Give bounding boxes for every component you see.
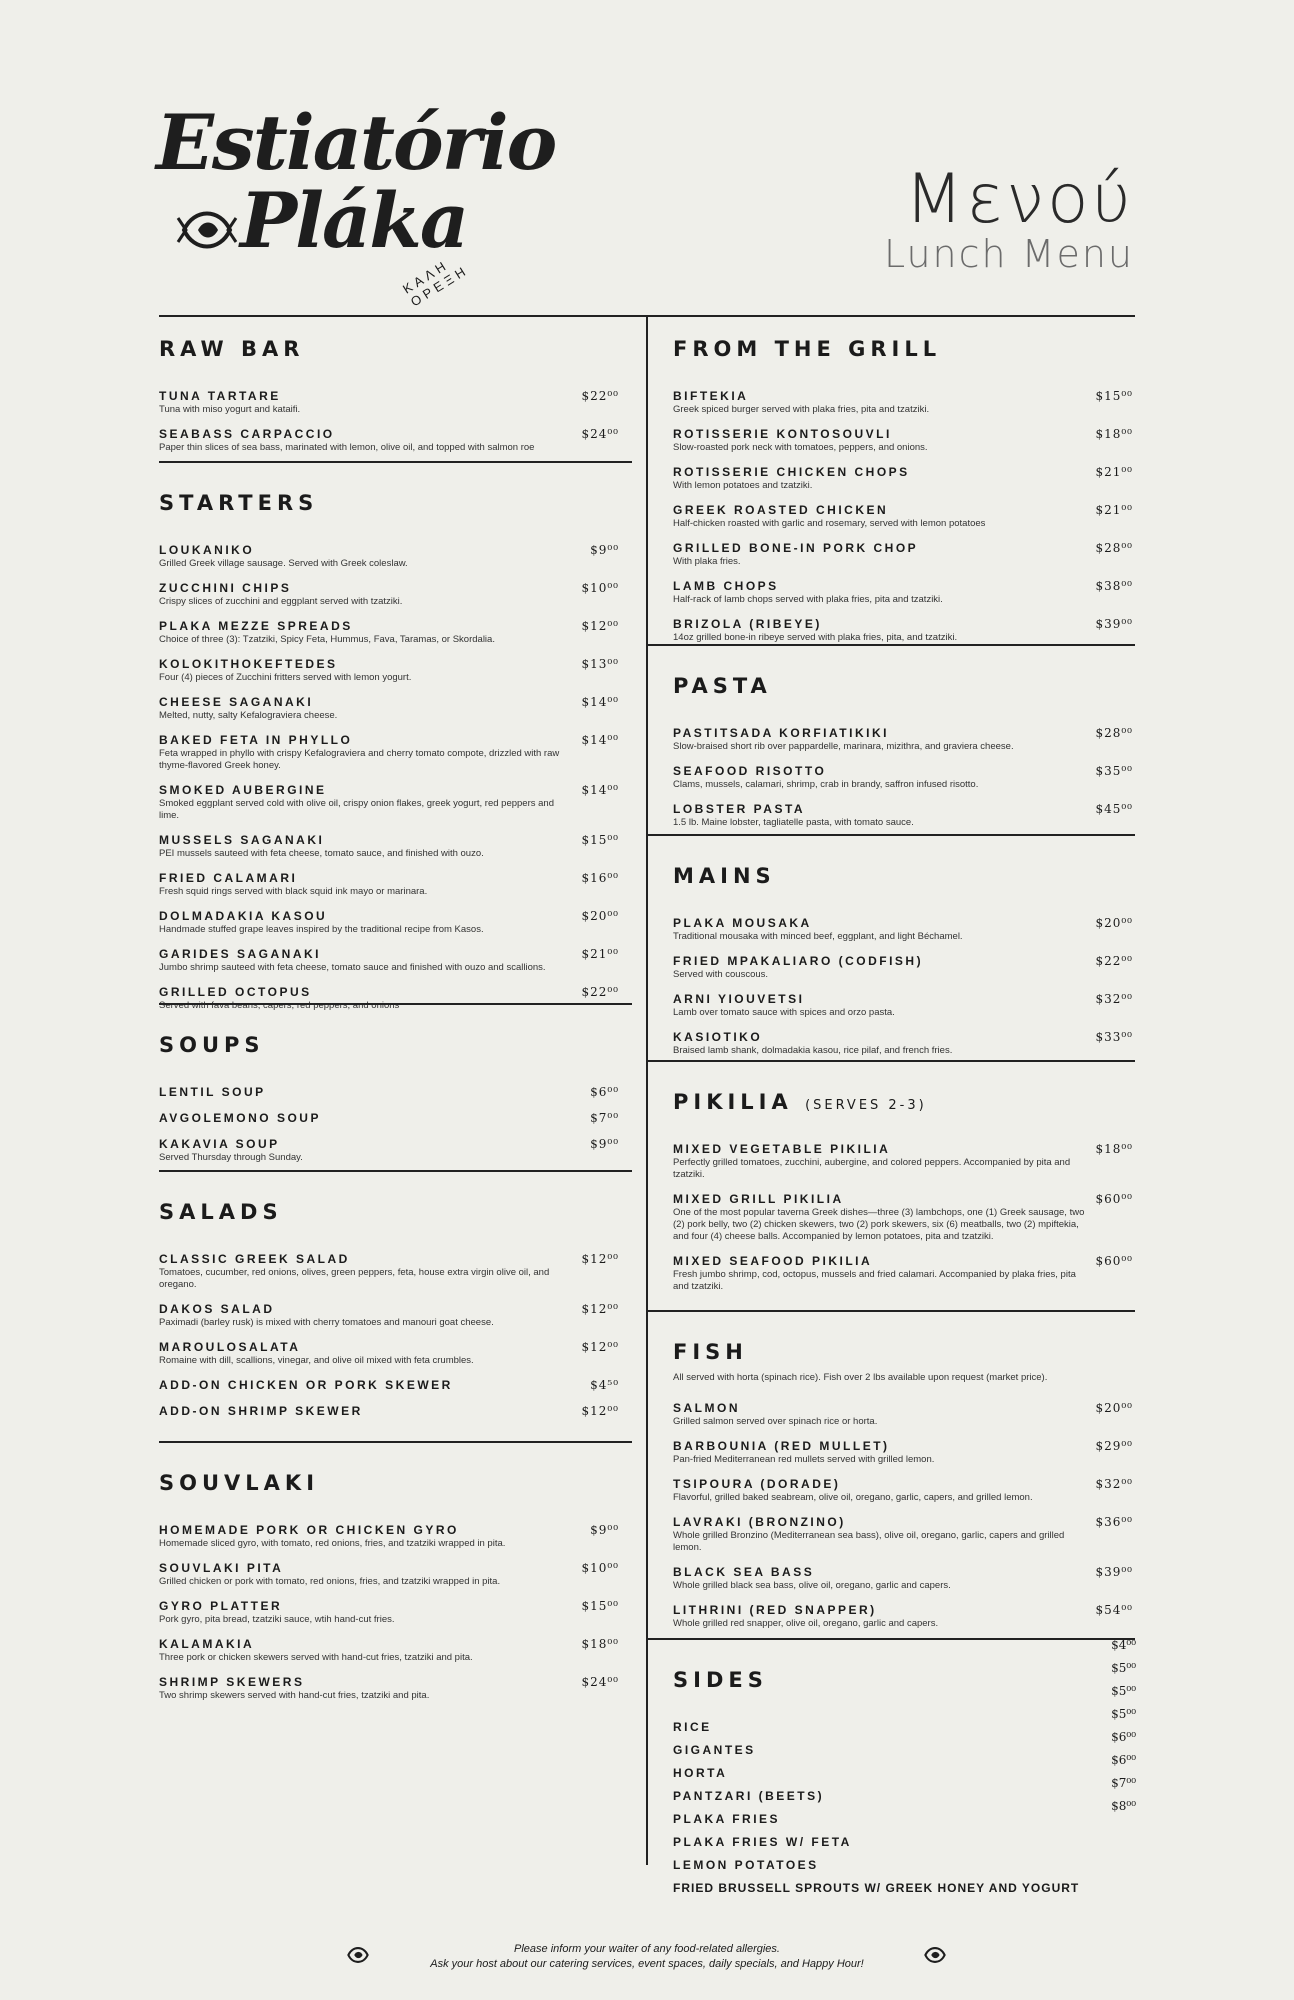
menu-item-price: $54⁰⁰ bbox=[1095, 1603, 1133, 1617]
menu-item-price: $4⁵⁰ bbox=[590, 1378, 619, 1392]
menu-item-name: PASTITSADA KORFIATIKIKI bbox=[673, 726, 889, 740]
menu-item-price: $14⁰⁰ bbox=[581, 695, 619, 709]
menu-item-name: KASIOTIKO bbox=[673, 1030, 763, 1044]
section-salads bbox=[159, 1200, 619, 1430]
menu-item-price: $28⁰⁰ bbox=[1095, 726, 1133, 740]
menu-item bbox=[673, 1812, 1133, 1827]
menu-item-name: ROTISSERIE CHICKEN CHOPS bbox=[673, 465, 910, 479]
section-title: MAINS bbox=[673, 864, 776, 888]
menu-item-name: GARIDES SAGANAKI bbox=[159, 947, 322, 961]
menu-item-description: Two shrimp skewers served with hand-cut fries, tzatziki and pita. bbox=[159, 1690, 430, 1701]
menu-item-price: $39⁰⁰ bbox=[1095, 617, 1133, 631]
menu-item-description: Grilled chicken or pork with tomato, red onions, fries, and tzatziki wrapped in pita. bbox=[159, 1576, 501, 1587]
section-title: FISH bbox=[673, 1340, 748, 1364]
section-starters bbox=[159, 491, 619, 1023]
menu-item-description: Paximadi (barley rusk) is mixed with cherry tomatoes and manouri goat cheese. bbox=[159, 1317, 494, 1328]
menu-item-description: Fresh jumbo shrimp, cod, octopus, mussels and fried calamari. Accompanied by plaka fries, pita and tzatziki. bbox=[673, 1269, 1076, 1292]
menu-item-name: MIXED SEAFOOD PIKILIA bbox=[673, 1254, 873, 1268]
menu-item bbox=[673, 1858, 1133, 1873]
menu-item-price: $22⁰⁰ bbox=[581, 985, 619, 999]
menu-item-price: $18⁰⁰ bbox=[1095, 427, 1133, 441]
menu-item-description: Traditional mousaka with minced beef, eggplant, and light Béchamel. bbox=[673, 931, 963, 942]
menu-item-description: Perfectly grilled tomatoes, zucchini, aubergine, and colored peppers. Accompanied by pita and tzatziki. bbox=[673, 1157, 1071, 1180]
menu-item-description: Served with fava beans, capers, red peppers, and onions bbox=[159, 1000, 400, 1011]
section-title: FROM THE GRILL bbox=[673, 337, 942, 361]
menu-item-price: $6⁰⁰ bbox=[1111, 1753, 1136, 1767]
menu-item bbox=[159, 1111, 619, 1126]
menu-item-price: $21⁰⁰ bbox=[1095, 465, 1133, 479]
menu-item-description: Feta wrapped in phyllo with crispy Kefalograviera and cherry tomato compote, drizzled with raw thyme-flavored Greek honey. bbox=[159, 748, 560, 771]
menu-item bbox=[159, 985, 619, 1012]
menu-item-description: Three pork or chicken skewers served with hand-cut fries, tzatziki and pita. bbox=[159, 1652, 473, 1663]
menu-item-price: $35⁰⁰ bbox=[1095, 764, 1133, 778]
section-title: STARTERS bbox=[159, 491, 319, 515]
menu-item-price: $24⁰⁰ bbox=[581, 1675, 619, 1689]
menu-item bbox=[159, 871, 619, 898]
menu-item-name: BLACK SEA BASS bbox=[673, 1565, 815, 1579]
menu-item-price: $14⁰⁰ bbox=[581, 783, 619, 797]
menu-item-name: LENTIL SOUP bbox=[159, 1085, 266, 1099]
menu-item-description: With lemon potatoes and tzatziki. bbox=[673, 480, 813, 491]
menu-item-price: $36⁰⁰ bbox=[1095, 1515, 1133, 1529]
fish-emblem-icon bbox=[922, 1942, 948, 1968]
menu-item bbox=[159, 733, 619, 772]
menu-item-description: 14oz grilled bone-in ribeye served with plaka fries, pita, and tzatziki. bbox=[673, 632, 958, 643]
menu-item-description: Half-chicken roasted with garlic and rosemary, served with lemon potatoes bbox=[673, 518, 986, 529]
section-intro: All served with horta (spinach rice). Fish over 2 lbs available upon request (market price). bbox=[673, 1372, 1048, 1383]
menu-item-name: DAKOS SALAD bbox=[159, 1302, 275, 1316]
menu-item-price: $10⁰⁰ bbox=[581, 581, 619, 595]
menu-item bbox=[159, 619, 619, 646]
menu-item bbox=[159, 1675, 619, 1702]
menu-item-name: BRIZOLA (RIBEYE) bbox=[673, 617, 822, 631]
menu-item-price: $15⁰⁰ bbox=[581, 1599, 619, 1613]
menu-item bbox=[159, 1561, 619, 1588]
menu-item-name: SEABASS CARPACCIO bbox=[159, 427, 335, 441]
menu-item bbox=[673, 1565, 1133, 1592]
menu-item-name: CHEESE SAGANAKI bbox=[159, 695, 314, 709]
menu-item-description: Braised lamb shank, dolmadakia kasou, rice pilaf, and french fries. bbox=[673, 1045, 953, 1056]
menu-item bbox=[159, 657, 619, 684]
menu-item bbox=[159, 1523, 619, 1550]
menu-item bbox=[673, 541, 1133, 568]
menu-item-name: FRIED CALAMARI bbox=[159, 871, 298, 885]
menu-item-price: $5⁰⁰ bbox=[1111, 1661, 1136, 1675]
menu-item-description: Crispy slices of zucchini and eggplant served with tzatziki. bbox=[159, 596, 403, 607]
footer-host-note: Ask your host about our catering services, event spaces, daily specials, and Happy Hour! bbox=[430, 1958, 864, 1970]
menu-item-name: SEAFOOD RISOTTO bbox=[673, 764, 827, 778]
menu-item bbox=[673, 764, 1133, 791]
menu-item-price: $33⁰⁰ bbox=[1095, 1030, 1133, 1044]
menu-item bbox=[673, 802, 1133, 829]
menu-item bbox=[673, 1881, 1133, 1896]
menu-item-name: LITHRINI (RED SNAPPER) bbox=[673, 1603, 877, 1617]
menu-item-description: With plaka fries. bbox=[673, 556, 741, 567]
menu-item bbox=[159, 1137, 619, 1164]
menu-item-name: GREEK ROASTED CHICKEN bbox=[673, 503, 889, 517]
sides-price-list bbox=[1106, 1638, 1136, 1822]
logo-line-2: Pláka bbox=[240, 176, 468, 265]
menu-title-greek: Μενού bbox=[904, 160, 1134, 239]
menu-item-price: $5⁰⁰ bbox=[1111, 1707, 1136, 1721]
menu-item-price: $32⁰⁰ bbox=[1095, 992, 1133, 1006]
menu-item-name: CLASSIC GREEK SALAD bbox=[159, 1252, 350, 1266]
logo-tagline: ΚΑΛΗ ΟΡΕΞΗ bbox=[400, 256, 472, 310]
menu-item bbox=[673, 954, 1133, 981]
menu-item-name: HORTA bbox=[673, 1766, 728, 1780]
menu-item-description: Pan-fried Mediterranean red mullets served with grilled lemon. bbox=[673, 1454, 935, 1465]
menu-item-name: HOMEMADE PORK OR CHICKEN GYRO bbox=[159, 1523, 459, 1537]
section-soups bbox=[159, 1033, 619, 1175]
menu-item-price: $5⁰⁰ bbox=[1111, 1684, 1136, 1698]
menu-item-name: BAKED FETA IN PHYLLO bbox=[159, 733, 353, 747]
menu-item-price: $20⁰⁰ bbox=[581, 909, 619, 923]
menu-item bbox=[159, 1404, 619, 1419]
menu-item-description: Tomatoes, cucumber, red onions, olives, green peppers, feta, house extra virgin olive oil, and oregano. bbox=[159, 1267, 550, 1290]
menu-item-price: $4⁰⁰ bbox=[1111, 1638, 1136, 1652]
section-title: SOUPS bbox=[159, 1033, 265, 1057]
menu-item bbox=[673, 465, 1133, 492]
menu-item-price: $39⁰⁰ bbox=[1095, 1565, 1133, 1579]
menu-item-name: TSIPOURA (DORADE) bbox=[673, 1477, 841, 1491]
menu-item-price: $21⁰⁰ bbox=[581, 947, 619, 961]
menu-item-description: Whole grilled red snapper, olive oil, oregano, garlic and capers. bbox=[673, 1618, 939, 1629]
menu-item bbox=[159, 1340, 619, 1367]
menu-item bbox=[673, 1720, 1133, 1735]
menu-item-description: Lamb over tomato sauce with spices and orzo pasta. bbox=[673, 1007, 895, 1018]
section-title: PASTA bbox=[673, 674, 772, 698]
menu-item-name: LOBSTER PASTA bbox=[673, 802, 806, 816]
menu-item bbox=[673, 1192, 1133, 1243]
footer-allergy-note: Please inform your waiter of any food-related allergies. bbox=[514, 1943, 780, 1955]
menu-item-name: SOUVLAKI PITA bbox=[159, 1561, 284, 1575]
menu-item-name: MIXED GRILL PIKILIA bbox=[673, 1192, 844, 1206]
menu-item-price: $8⁰⁰ bbox=[1111, 1799, 1136, 1813]
menu-item-name: TUNA TARTARE bbox=[159, 389, 281, 403]
menu-item bbox=[159, 1637, 619, 1664]
menu-item-name: DOLMADAKIA KASOU bbox=[159, 909, 328, 923]
menu-item-name: GYRO PLATTER bbox=[159, 1599, 283, 1613]
menu-item-price: $16⁰⁰ bbox=[581, 871, 619, 885]
menu-item-name: ROTISSERIE KONTOSOUVLI bbox=[673, 427, 892, 441]
menu-item bbox=[159, 427, 619, 454]
menu-subtitle: Lunch Menu bbox=[883, 232, 1134, 276]
menu-item-description: Four (4) pieces of Zucchini fritters served with lemon yogurt. bbox=[159, 672, 412, 683]
menu-item-description: Slow-roasted pork neck with tomatoes, peppers, and onions. bbox=[673, 442, 928, 453]
menu-item bbox=[159, 581, 619, 608]
menu-item-name: PLAKA MEZZE SPREADS bbox=[159, 619, 353, 633]
menu-item-description: Served Thursday through Sunday. bbox=[159, 1152, 303, 1163]
menu-item-price: $15⁰⁰ bbox=[581, 833, 619, 847]
menu-item bbox=[673, 1835, 1133, 1850]
menu-item bbox=[673, 1439, 1133, 1466]
menu-item-name: KAKAVIA SOUP bbox=[159, 1137, 280, 1151]
menu-item-price: $12⁰⁰ bbox=[581, 1252, 619, 1266]
menu-item bbox=[673, 503, 1133, 530]
menu-item bbox=[673, 1515, 1133, 1554]
footer bbox=[0, 1942, 1294, 1972]
menu-item-name: PANTZARI (BEETS) bbox=[673, 1789, 825, 1803]
menu-item-description: Jumbo shrimp sauteed with feta cheese, tomato sauce and finished with ouzo and scallions. bbox=[159, 962, 546, 973]
menu-item-description: PEI mussels sauteed with feta cheese, tomato sauce, and finished with ouzo. bbox=[159, 848, 484, 859]
menu-item-description: Grilled Greek village sausage. Served with Greek coleslaw. bbox=[159, 558, 408, 569]
menu-item-price: $14⁰⁰ bbox=[581, 733, 619, 747]
menu-item-price: $28⁰⁰ bbox=[1095, 541, 1133, 555]
menu-item-description: Grilled salmon served over spinach rice or horta. bbox=[673, 1416, 878, 1427]
menu-item-price: $20⁰⁰ bbox=[1095, 916, 1133, 930]
section-title: SALADS bbox=[159, 1200, 283, 1224]
menu-item-description: Flavorful, grilled baked seabream, olive oil, oregano, garlic, capers, and grilled lemon. bbox=[673, 1492, 1033, 1503]
menu-item-price: $6⁰⁰ bbox=[590, 1085, 619, 1099]
menu-item-name: PLAKA FRIES W/ FETA bbox=[673, 1835, 852, 1849]
logo-line-1: Estiatório bbox=[156, 98, 556, 187]
menu-item bbox=[673, 992, 1133, 1019]
menu-item bbox=[673, 1142, 1133, 1181]
menu-item-name: MIXED VEGETABLE PIKILIA bbox=[673, 1142, 891, 1156]
section-raw-bar bbox=[159, 337, 619, 465]
menu-item-description: Handmade stuffed grape leaves inspired by the traditional recipe from Kasos. bbox=[159, 924, 484, 935]
menu-item-name: PLAKA FRIES bbox=[673, 1812, 781, 1826]
menu-item bbox=[673, 1766, 1133, 1781]
menu-item bbox=[673, 916, 1133, 943]
menu-item-price: $9⁰⁰ bbox=[590, 1137, 619, 1151]
menu-item-price: $24⁰⁰ bbox=[581, 427, 619, 441]
menu-item bbox=[159, 909, 619, 936]
menu-item-name: KALAMAKIA bbox=[159, 1637, 255, 1651]
menu-item-price: $9⁰⁰ bbox=[590, 543, 619, 557]
menu-item-price: $6⁰⁰ bbox=[1111, 1730, 1136, 1744]
fish-emblem-icon bbox=[345, 1942, 371, 1968]
menu-item-price: $12⁰⁰ bbox=[581, 1404, 619, 1418]
menu-item-description: Whole grilled black sea bass, olive oil, oregano, garlic and capers. bbox=[673, 1580, 951, 1591]
section-title: SIDES bbox=[673, 1668, 768, 1692]
column-divider bbox=[646, 315, 648, 1865]
menu-item-price: $32⁰⁰ bbox=[1095, 1477, 1133, 1491]
menu-item-price: $10⁰⁰ bbox=[581, 1561, 619, 1575]
menu-item bbox=[159, 783, 619, 822]
menu-item bbox=[159, 543, 619, 570]
menu-item bbox=[159, 1378, 619, 1393]
section-title: SOUVLAKI bbox=[159, 1471, 320, 1495]
menu-item-name: SALMON bbox=[673, 1401, 740, 1415]
menu-item-price: $12⁰⁰ bbox=[581, 1302, 619, 1316]
menu-item bbox=[159, 1599, 619, 1626]
section-mains bbox=[673, 864, 1133, 1068]
menu-item-price: $38⁰⁰ bbox=[1095, 579, 1133, 593]
section-title: RAW BAR bbox=[159, 337, 305, 361]
menu-item-name: GRILLED OCTOPUS bbox=[159, 985, 312, 999]
section-title bbox=[673, 1090, 1133, 1114]
fish-emblem-icon bbox=[176, 200, 238, 260]
menu-item-description: Smoked eggplant served cold with olive oil, crispy onion flakes, greek yogurt, red peppers and lime. bbox=[159, 798, 554, 821]
menu-item-description: Paper thin slices of sea bass, marinated with lemon, olive oil, and topped with salmon roe bbox=[159, 442, 535, 453]
menu-item bbox=[159, 947, 619, 974]
menu-item bbox=[673, 389, 1133, 416]
menu-item-name: ADD-ON CHICKEN OR PORK SKEWER bbox=[159, 1378, 453, 1392]
menu-item-price: $18⁰⁰ bbox=[581, 1637, 619, 1651]
menu-item bbox=[673, 617, 1133, 644]
section-pasta bbox=[673, 674, 1133, 840]
section-souvlaki bbox=[159, 1471, 619, 1713]
menu-item-name: SHRIMP SKEWERS bbox=[159, 1675, 305, 1689]
menu-item-name: LEMON POTATOES bbox=[673, 1858, 819, 1872]
menu-item-description: Slow-braised short rib over pappardelle, marinara, mizithra, and graviera cheese. bbox=[673, 741, 1014, 752]
restaurant-logo bbox=[156, 98, 556, 310]
menu-item-description: Served with couscous. bbox=[673, 969, 769, 980]
menu-item-name: MUSSELS SAGANAKI bbox=[159, 833, 325, 847]
menu-item bbox=[673, 1743, 1133, 1758]
menu-item-price: $22⁰⁰ bbox=[581, 389, 619, 403]
menu-item-price: $12⁰⁰ bbox=[581, 619, 619, 633]
menu-item-price: $20⁰⁰ bbox=[1095, 1401, 1133, 1415]
menu-item bbox=[673, 1401, 1133, 1428]
menu-item-name: LAMB CHOPS bbox=[673, 579, 779, 593]
menu-item bbox=[159, 695, 619, 722]
section-fish bbox=[673, 1340, 1133, 1641]
menu-item bbox=[159, 1085, 619, 1100]
menu-item-name: GIGANTES bbox=[673, 1743, 756, 1757]
section-note: (SERVES 2-3) bbox=[805, 1098, 927, 1113]
menu-item-name: ARNI YIOUVETSI bbox=[673, 992, 805, 1006]
menu-item-price: $29⁰⁰ bbox=[1095, 1439, 1133, 1453]
menu-item bbox=[673, 1603, 1133, 1630]
menu-item-price: $60⁰⁰ bbox=[1095, 1192, 1133, 1206]
menu-item-name: KOLOKITHOKEFTEDES bbox=[159, 657, 338, 671]
menu-item-name: SMOKED AUBERGINE bbox=[159, 783, 327, 797]
menu-item bbox=[673, 1477, 1133, 1504]
menu-item-name: ZUCCHINI CHIPS bbox=[159, 581, 292, 595]
menu-item-price: $13⁰⁰ bbox=[581, 657, 619, 671]
menu-item-name: BARBOUNIA (RED MULLET) bbox=[673, 1439, 890, 1453]
section-sides bbox=[673, 1668, 1133, 1904]
menu-item bbox=[159, 833, 619, 860]
menu-item bbox=[673, 579, 1133, 606]
menu-item-price: $18⁰⁰ bbox=[1095, 1142, 1133, 1156]
menu-item-description: Melted, nutty, salty Kefalograviera cheese. bbox=[159, 710, 338, 721]
menu-item-price: $60⁰⁰ bbox=[1095, 1254, 1133, 1268]
menu-item-description: Pork gyro, pita bread, tzatziki sauce, wtih hand-cut fries. bbox=[159, 1614, 395, 1625]
menu-item-name: BIFTEKIA bbox=[673, 389, 749, 403]
menu-item-price: $15⁰⁰ bbox=[1095, 389, 1133, 403]
menu-item bbox=[673, 726, 1133, 753]
menu-item-name: MAROULOSALATA bbox=[159, 1340, 301, 1354]
menu-item bbox=[673, 1254, 1133, 1293]
menu-item-name: AVGOLEMONO SOUP bbox=[159, 1111, 321, 1125]
menu-item-price: $9⁰⁰ bbox=[590, 1523, 619, 1537]
menu-item-description: Clams, mussels, calamari, shrimp, crab in brandy, saffron infused risotto. bbox=[673, 779, 979, 790]
menu-item-price: $21⁰⁰ bbox=[1095, 503, 1133, 517]
section-pikilia bbox=[673, 1090, 1133, 1304]
menu-item-name: LOUKANIKO bbox=[159, 543, 255, 557]
menu-item-price: $22⁰⁰ bbox=[1095, 954, 1133, 968]
menu-item-description: Greek spiced burger served with plaka fries, pita and tzatziki. bbox=[673, 404, 930, 415]
menu-item-price: $45⁰⁰ bbox=[1095, 802, 1133, 816]
menu-item bbox=[159, 389, 619, 416]
menu-item-description: Whole grilled Bronzino (Mediterranean sea bass), olive oil, oregano, garlic, capers and grilled lemon. bbox=[673, 1530, 1065, 1553]
menu-item-price: $12⁰⁰ bbox=[581, 1340, 619, 1354]
menu-item-name: LAVRAKI (BRONZINO) bbox=[673, 1515, 846, 1529]
menu-item-price: $7⁰⁰ bbox=[1111, 1776, 1136, 1790]
menu-item-price: $7⁰⁰ bbox=[590, 1111, 619, 1125]
menu-item-description: Romaine with dill, scallions, vinegar, and olive oil mixed with feta crumbles. bbox=[159, 1355, 474, 1366]
menu-item bbox=[159, 1252, 619, 1291]
menu-item bbox=[673, 1789, 1133, 1804]
menu-item-description: Tuna with miso yogurt and kataifi. bbox=[159, 404, 301, 415]
menu-item bbox=[159, 1302, 619, 1329]
menu-item-description: Homemade sliced gyro, with tomato, red onions, fries, and tzatziki wrapped in pita. bbox=[159, 1538, 506, 1549]
menu-item-name: ADD-ON SHRIMP SKEWER bbox=[159, 1404, 363, 1418]
menu-item-name: FRIED BRUSSELL SPROUTS W/ GREEK HONEY AND YOGURT bbox=[673, 1881, 1080, 1895]
menu-item-name: RICE bbox=[673, 1720, 712, 1734]
menu-item bbox=[673, 1030, 1133, 1057]
menu-item-description: Fresh squid rings served with black squid ink mayo or marinara. bbox=[159, 886, 428, 897]
menu-item-description: One of the most popular taverna Greek dishes—three (3) lambchops, one (1) Greek sausage, two (2) pork belly, two (2) chicken skewers, two (2) pork skewers, six (6) meatballs, two (2) mpiftekia, and four (4) cheese balls. Accompanied by lemon potatoes, pita and tzatziki. bbox=[673, 1207, 1085, 1242]
section-title-text: PIKILIA bbox=[673, 1090, 793, 1114]
menu-item-name: GRILLED BONE-IN PORK CHOP bbox=[673, 541, 919, 555]
menu-item-description: 1.5 lb. Maine lobster, tagliatelle pasta, with tomato sauce. bbox=[673, 817, 914, 828]
menu-item-description: Choice of three (3): Tzatziki, Spicy Feta, Hummus, Fava, Taramas, or Skordalia. bbox=[159, 634, 495, 645]
menu-item-name: FRIED MPAKALIARO (CODFISH) bbox=[673, 954, 924, 968]
menu-item-name: PLAKA MOUSAKA bbox=[673, 916, 812, 930]
section-from-the-grill bbox=[673, 337, 1133, 655]
menu-item bbox=[673, 427, 1133, 454]
menu-item-description: Half-rack of lamb chops served with plaka fries, pita and tzatziki. bbox=[673, 594, 943, 605]
